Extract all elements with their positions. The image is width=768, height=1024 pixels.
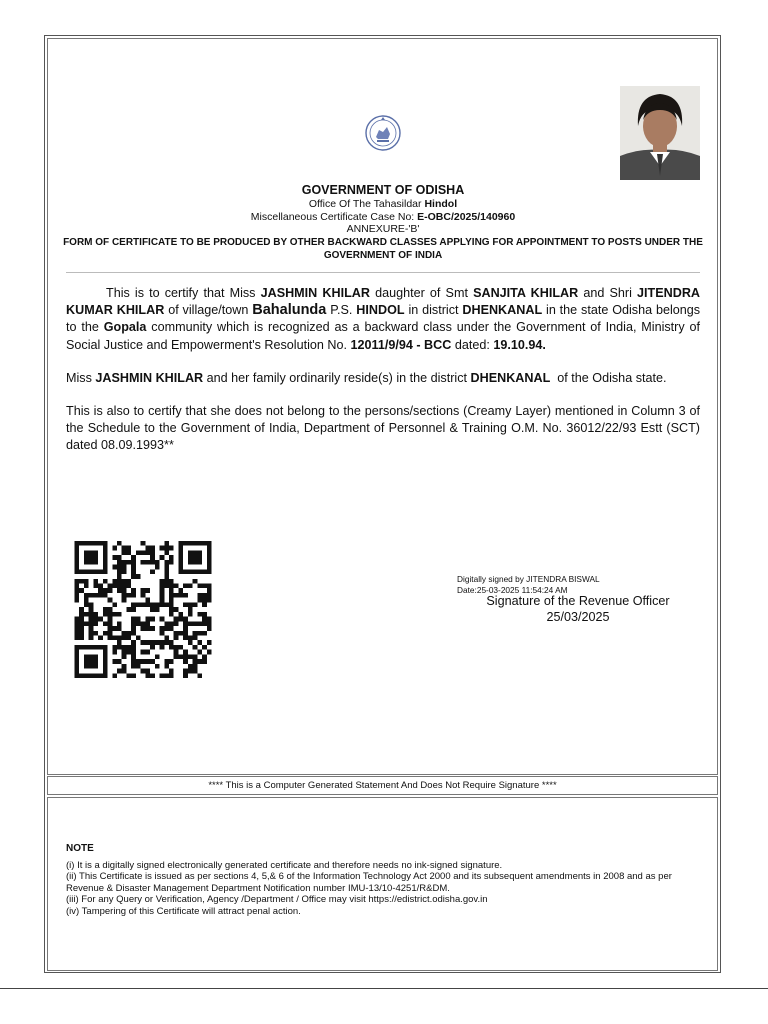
- text-fragment: P.S.: [330, 303, 353, 318]
- village-name: Bahalunda: [252, 302, 327, 319]
- certificate-header: [60, 183, 706, 262]
- annexure-label: ANNEXURE-'B': [346, 223, 420, 235]
- text-fragment: and Shri: [583, 286, 632, 300]
- case-number-line: [60, 211, 706, 224]
- applicant-photo: [620, 86, 700, 180]
- resolution-date: 19.10.94.: [493, 337, 546, 352]
- community-name: Gopala: [103, 320, 147, 335]
- note-item: (iv) Tampering of this Certificate will attract penal action.: [66, 905, 301, 917]
- text-fragment: in district: [408, 303, 459, 318]
- residence-paragraph: [66, 370, 700, 387]
- certification-paragraph: [66, 285, 700, 354]
- note-section: [66, 843, 706, 918]
- header-divider: [66, 272, 700, 273]
- form-title: FORM OF CERTIFICATE TO BE PRODUCED BY OTHER BACKWARD CLASSES APPLYING FOR APPOINTMENT TO POSTS UNDER THE GOVERNMENT OF INDIA: [63, 236, 703, 261]
- district-name: DHENKANAL: [462, 303, 543, 318]
- district-name: DHENKANAL: [470, 370, 551, 385]
- office-name: Hindol: [424, 198, 458, 210]
- text-fragment: dated:: [454, 337, 490, 352]
- text-fragment: of the Odisha state.: [557, 370, 667, 385]
- note-title: NOTE: [66, 843, 94, 854]
- text-fragment: in the state Odisha belongs to the: [66, 303, 701, 335]
- text-fragment: daughter of Smt: [375, 286, 468, 300]
- case-prefix: Miscellaneous Certificate Case No:: [250, 210, 415, 223]
- note-item: (ii) This Certificate is issued as per sections 4, 5,& 6 of the Information Technology Act 2000 and its subsequent amendments in 2008 and as per Revenue & Disaster Management Department Notification number IMU-13/10-4251/R&DM.: [66, 871, 672, 894]
- digital-signature-stamp: [457, 574, 600, 595]
- police-station: HINDOL: [356, 303, 405, 318]
- text-fragment: of village/town: [168, 303, 249, 318]
- office-line: [60, 198, 706, 211]
- computer-generated-notice: **** This is a Computer Generated Statement And Does Not Require Signature ****: [47, 776, 718, 795]
- office-prefix: Office Of The Tahasildar: [308, 198, 422, 210]
- applicant-name: JASHMIN KHILAR: [260, 286, 370, 300]
- resolution-number: 12011/9/94 - BCC: [350, 337, 452, 352]
- creamy-layer-paragraph: This is also to certify that she does not belong to the persons/sections (Creamy Layer) mentioned in Column 3 of the Schedule to the Government of India, Department of Personnel & Training O.M. No. 36012/22/93 Estt (SCT) dated 08.09.1993**: [66, 404, 700, 453]
- signature-block: [458, 593, 698, 625]
- signature-role: Signature of the Revenue Officer: [486, 594, 670, 608]
- text-fragment: community which is recognized as a backward class under the Government of India, Ministry of Social Justice and Empowerment's Resolution No.: [66, 320, 701, 352]
- certificate-body: [66, 285, 700, 471]
- signature-timestamp: Date:25-03-2025 11:54:24 AM: [457, 584, 568, 595]
- note-item: (i) It is a digitally signed electronically generated certificate and therefore needs no ink-signed signature.: [66, 859, 503, 871]
- government-title: GOVERNMENT OF ODISHA: [301, 183, 465, 197]
- note-item: (iii) For any Query or Verification, Agency /Department / Office may visit https://edistrict.odisha.gov.in: [66, 894, 488, 906]
- text-fragment: and her family ordinarily reside(s) in the district: [206, 370, 468, 385]
- digitally-signed-by: Digitally signed by JITENDRA BISWAL: [457, 574, 600, 584]
- text-fragment: This is to certify that Miss: [106, 286, 256, 300]
- applicant-name: JASHMIN KHILAR: [95, 370, 204, 385]
- text-fragment: Miss: [66, 370, 92, 385]
- odisha-state-emblem-icon: [363, 113, 403, 153]
- case-number: E-OBC/2025/140960: [417, 210, 516, 223]
- mother-name: SANJITA KHILAR: [473, 286, 579, 300]
- qr-code[interactable]: [70, 541, 216, 678]
- signature-date: 25/03/2025: [546, 610, 610, 624]
- father-name: JITENDRA KUMAR KHILAR: [66, 286, 701, 318]
- page-bottom-rule: [0, 988, 768, 989]
